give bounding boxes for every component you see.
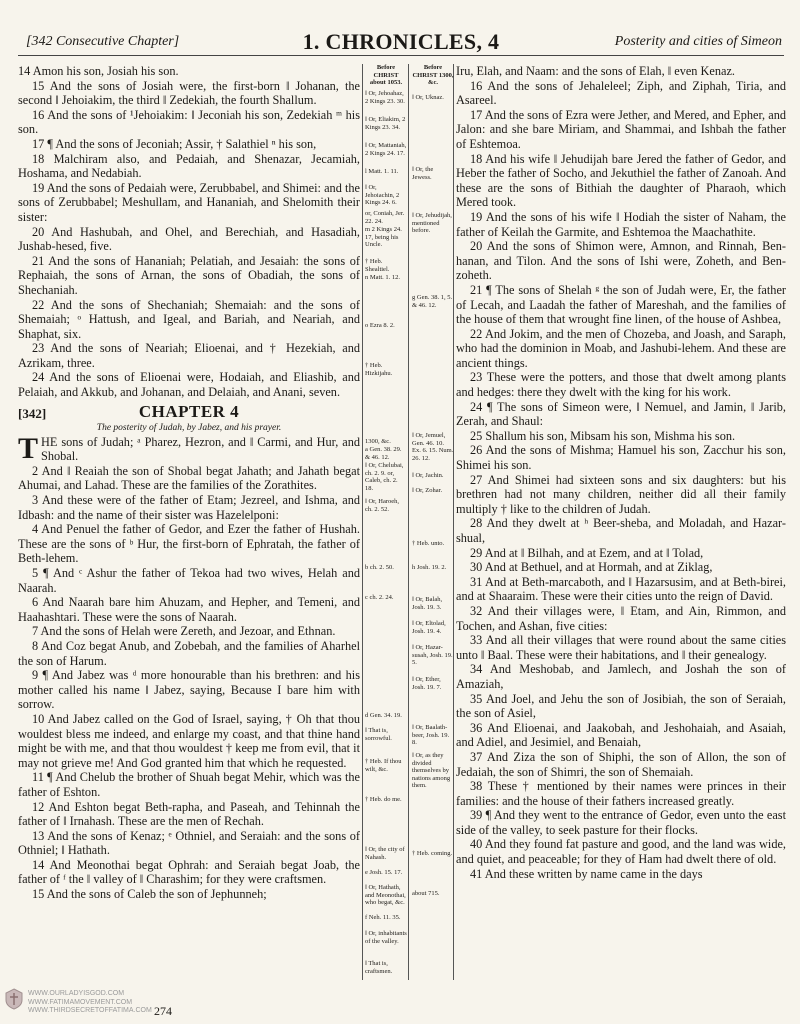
margin-note: ‖ Or, Uknaz. bbox=[412, 94, 444, 101]
margin-note: about 715. bbox=[412, 890, 440, 897]
verse: 16 And the sons of Jehaleleel; Ziph, and Ziphah, Tiria, and Asareel. bbox=[456, 78, 786, 108]
site-logo-icon bbox=[4, 988, 24, 1010]
verse: 19 And the sons of Pedaiah were, Zerubbabel, and Shimei: and the sons of Zerubbabel; Meshullam, and Hananiah, and Shelomith their sister: bbox=[18, 180, 360, 224]
margin-note: o Ezra 8. 2. bbox=[365, 322, 395, 329]
margin-note: Before CHRIST 1300, &c. bbox=[412, 64, 454, 87]
margin-note: ‖ Or, Eltolad, Josh. 19. 4. bbox=[412, 620, 446, 635]
verse: 26 And the sons of Mishma; Hamuel his son, Zacchur his son, Shimei his son. bbox=[456, 443, 786, 473]
margin-note: b ch. 2. 50. bbox=[365, 564, 394, 571]
header-right: Posterity and cities of Simeon bbox=[614, 34, 782, 49]
margin-note: a Gen. 38. 29. & 46. 12. bbox=[365, 446, 402, 461]
verse: 22 And the sons of Shechaniah; Shemaiah: and the sons of Shemaiah; ᵒ Hattush, and Igeal, and Bariah, and Neariah, and Shaphat, six. bbox=[18, 297, 360, 341]
margin-note: 1300, &c. bbox=[365, 438, 391, 445]
margin-note: ‖ That is, sorrowful. bbox=[365, 727, 392, 742]
verse: 13 And the sons of Kenaz; ᵉ Othniel, and Seraiah: and the sons of Othniel; ‖ Hathath. bbox=[18, 828, 360, 858]
verse: 9 ¶ And Jabez was ᵈ more honourable than his brethren: and his mother called his name ‖ Jabez, saying, Because I bare him with sorrow. bbox=[18, 668, 360, 712]
margin-note: d Gen. 34. 19. bbox=[365, 712, 402, 719]
margin-note: ‖ Or, inhabitants of the valley. bbox=[365, 930, 407, 945]
verse: 27 And Shimei had sixteen sons and six daughters: but his brethren had not many children, neither did all their family multiply † like to the children of Judah. bbox=[456, 472, 786, 516]
watermark-url: WWW.FATIMAMOVEMENT.COM bbox=[28, 998, 133, 1006]
center-reference-margin bbox=[362, 64, 454, 980]
margin-note: n Matt. 1. 12. bbox=[365, 274, 401, 281]
margin-note: l Matt. 1. 11. bbox=[365, 168, 399, 175]
page-number: 274 bbox=[154, 1004, 172, 1018]
margin-note: ‖ Or, Jehoiachin, 2 Kings 24. 6. bbox=[365, 184, 400, 207]
verse: 36 And Elioenai, and Jaakobah, and Jeshohaiah, and Asaiah, and Adiel, and Jesimiel, and Benaiah, bbox=[456, 720, 786, 750]
verse: 10 And Jabez called on the God of Israel, saying, † Oh that thou wouldest bless me indeed, and enlarge my coast, and that thine hand might be with me, and that thou wouldest † keep me from evil, that it may not grieve me! And God granted him that which he requested. bbox=[18, 711, 360, 770]
margin-note: ‖ Or, Mattaniah, 2 Kings 24. 17. bbox=[365, 142, 407, 157]
verse: 3 And these were of the father of Etam; Jezreel, and Ishma, and Idbash: and the name of their sister was Hazelelponi: bbox=[18, 493, 360, 522]
margin-note: † Heb. If thou wilt, &c. bbox=[365, 758, 402, 773]
verse: 11 ¶ And Chelub the brother of Shuah begat Mehir, which was the father of Eshton. bbox=[18, 770, 360, 799]
margin-note: ‖ Or, Zohar. bbox=[412, 487, 443, 494]
verse: 25 Shallum his son, Mibsam his son, Mishma his son. bbox=[470, 428, 736, 443]
verse: 32 And their villages were, ‖ Etam, and Ain, Rimmon, and Tochen, and Ashan, five cities: bbox=[456, 603, 786, 633]
margin-note: g Gen. 38. 1, 5. & 46. 12. bbox=[412, 294, 453, 309]
verse: 16 And the sons of ¹Jehoiakim: ‖ Jeconiah his son, Zedekiah ᵐ his son. bbox=[18, 107, 360, 137]
verse: 20 And the sons of Shimon were, Amnon, and Rinnah, Ben-hanan, and Tilon. And the sons of Ishi were, Zoheth, and Ben-zoheth. bbox=[456, 239, 786, 283]
verse: 35 And Joel, and Jehu the son of Josibiah, the son of Seraiah, the son of Asiel, bbox=[456, 691, 786, 721]
margin-note: e Josh. 15. 17. bbox=[365, 869, 403, 876]
verse: 14 And Meonothai begat Ophrah: and Seraiah begat Joab, the father of ᶠ the ‖ valley of ‖ Charashim; for they were craftsmen. bbox=[18, 857, 360, 887]
running-header bbox=[18, 30, 784, 56]
verse: 24 And the sons of Elioenai were, Hodaiah, and Eliashib, and Pelaiah, and Akkub, and Johanan, and Delaiah, and Anani, seven. bbox=[18, 370, 360, 400]
verse: 6 And Naarah bare him Ahuzam, and Hepher, and Temeni, and Haahashtari. These were the sons of Naarah. bbox=[18, 595, 360, 624]
margin-note: ‖ That is, craftsmen. bbox=[365, 960, 393, 975]
margin-note: ‖ Or, Jachin. bbox=[412, 472, 444, 479]
book-title: 1. CHRONICLES, 4 bbox=[302, 29, 500, 54]
margin-note: ‖ Or, the Jewess. bbox=[412, 166, 434, 181]
verse: 21 And the sons of Hananiah; Pelatiah, and Jesaiah: the sons of Rephaiah, the sons of Arnan, the sons of Obadiah, the sons of Shechaniah. bbox=[18, 253, 360, 297]
verse-text: HE sons of Judah; ᵃ Pharez, Hezron, and ‖ Carmi, and Hur, and Shobal. bbox=[41, 434, 360, 464]
margin-note: Before CHRIST about 1053. bbox=[369, 64, 403, 87]
chapter-title: CHAPTER 4 bbox=[138, 401, 240, 421]
verse: 20 And Hashubah, and Ohel, and Berechiah, and Hasadiah, Jushab-hesed, five. bbox=[18, 224, 360, 254]
verse: 28 And they dwelt at ʰ Beer-sheba, and Moladah, and Hazar-shual, bbox=[456, 516, 786, 545]
margin-note: † Heb. Shealtiel. bbox=[365, 258, 390, 273]
margin-note: † Heb. Hizkijahu. bbox=[365, 362, 393, 377]
verse: 30 And at Bethuel, and at Hormah, and at Ziklag, bbox=[470, 560, 713, 575]
verse: Iru, Elah, and Naam: and the sons of Elah, ‖ even Kenaz. bbox=[456, 64, 736, 78]
verse: 15 And the sons of Josiah were, the first-born ‖ Johanan, the second ‖ Jehoiakim, the third ‖ Zedekiah, the fourth Shallum. bbox=[18, 78, 360, 108]
chapter-summary: The posterity of Judah, by Jabez, and his prayer. bbox=[96, 422, 282, 433]
verse: 4 And Penuel the father of Gedor, and Ezer the father of Hushah. These are the sons of ᵇ Hur, the first-born of Ephratah, the father of Beth-lehem. bbox=[18, 522, 360, 566]
verse: 37 And Ziza the son of Shiphi, the son of Allon, the son of Jedaiah, the son of Shimri, the son of Shemaiah. bbox=[456, 749, 786, 779]
verse: 41 And these written by name came in the days bbox=[470, 866, 703, 881]
margin-note: ‖ Or, Baalath-beer, Josh. 19. 8. bbox=[412, 724, 450, 747]
margin-note: c ch. 2. 24. bbox=[365, 594, 394, 601]
chapter-heading bbox=[18, 402, 360, 422]
margin-note: ‖ Or, Hazar-susah, Josh. 19. 5. bbox=[412, 644, 453, 667]
verse: 31 And at Beth-marcaboth, and ‖ Hazarsusim, and at Beth-birei, and at Shaaraim. These were their cities unto the reign of David. bbox=[456, 574, 786, 604]
margin-note: ‖ Or, Balah, Josh. 19. 3. bbox=[412, 596, 443, 611]
margin-note: ‖ Or, Haroeh, ch. 2. 52. bbox=[365, 498, 400, 513]
verse: 21 ¶ The sons of Shelah ᵍ the son of Judah were, Er, the father of Lecah, and Laadah the father of Mareshah, and the families of the house of them that wrought fine linen, of the house of Ashbea, bbox=[456, 282, 786, 327]
margin-note: † Heb. coming. bbox=[412, 850, 453, 857]
watermark-url: WWW.THIRDSECRETOFFATIMA.COM bbox=[28, 1007, 152, 1014]
consecutive-chapter-number: [342] bbox=[18, 405, 47, 421]
verse: 39 ¶ And they went to the entrance of Gedor, even unto the east side of the valley, to seek pasture for their flocks. bbox=[456, 808, 786, 837]
margin-note: f Neh. 11. 35. bbox=[365, 914, 401, 921]
verse: 29 And at ‖ Bilhah, and at Ezem, and at ‖ Tolad, bbox=[470, 545, 704, 560]
verse: 2 And ‖ Reaiah the son of Shobal begat Jahath; and Jahath begat Ahumai, and Lahad. These are the families of the Zorathites. bbox=[18, 463, 360, 493]
verse: 34 And Meshobab, and Jamlech, and Joshah the son of Amaziah, bbox=[456, 662, 786, 691]
verse: 15 And the sons of Caleb the son of Jephunneh; bbox=[32, 887, 267, 902]
margin-note: † Heb. unto. bbox=[412, 540, 445, 547]
verse: 5 ¶ And ᶜ Ashur the father of Tekoa had two wives, Helah and Naarah. bbox=[18, 566, 360, 595]
verse: 22 And Jokim, and the men of Chozeba, and Joash, and Saraph, who had the dominion in Moab, and Jashubi-lehem. And these are ancient things. bbox=[456, 326, 786, 370]
margin-note: ‖ Or, Jehudijah, mentioned before. bbox=[412, 212, 452, 235]
verse: 18 Malchiram also, and Pedaiah, and Shenazar, Jecamiah, Hoshama, and Nedabiah. bbox=[18, 151, 360, 181]
verse: 19 And the sons of his wife ‖ Hodiah the sister of Naham, the father of Keilah the Garmite, and Eshtemoa the Maachathite. bbox=[456, 209, 786, 239]
drop-cap: T bbox=[18, 431, 39, 465]
verse: 17 And the sons of Ezra were Jether, and Mered, and Epher, and Jalon: and she bare Miriam, and Shammai, and Ishbah the father of Eshtemoa. bbox=[456, 107, 786, 151]
verse: 33 And all their villages that were round about the same cities unto ‖ Baal. These were their habitations, and ‖ their genealogy. bbox=[456, 633, 786, 662]
header-left: [342 Consecutive Chapter] bbox=[26, 34, 180, 49]
verse: 24 ¶ The sons of Simeon were, ‖ Nemuel, and Jamin, ‖ Jarib, Zerah, and Shaul: bbox=[456, 399, 786, 429]
right-column bbox=[456, 64, 786, 881]
verse: 14 Amon his son, Josiah his son. bbox=[18, 64, 179, 78]
verse: 38 These † mentioned by their names were princes in their families: and the house of their fathers increased greatly. bbox=[456, 779, 786, 808]
margin-note: ‖ Or, Jemuel, Gen. 46. 10. Ex. 6. 15. Num. 26. 12. bbox=[412, 432, 454, 462]
verse: 8 And Coz begat Anub, and Zobebah, and the families of Aharhel the son of Harum. bbox=[18, 638, 360, 668]
margin-note: m 2 Kings 24. 17, being his Uncle. bbox=[365, 226, 402, 249]
verse: 17 ¶ And the sons of Jeconiah; Assir, † Salathiel ⁿ his son, bbox=[32, 136, 317, 151]
margin-note: or, Coniah, Jer. 22. 24. bbox=[365, 210, 405, 225]
margin-note: ‖ Or, as they divided themselves by nations among them. bbox=[412, 752, 451, 790]
margin-note: ‖ Or, Eliakim, 2 Kings 23. 34. bbox=[365, 116, 406, 131]
margin-note: h Josh. 19. 2. bbox=[412, 564, 447, 571]
margin-note: ‖ Or, Chelubai, ch. 2. 9. or, Caleb, ch. 2. 18. bbox=[365, 462, 404, 492]
verse: 18 And his wife ‖ Jehudijah bare Jered the father of Gedor, and Heber the father of Socho, and Jekuthiel the father of Zanoah. And these are the sons of Bithiah the daughter of Pharaoh, which Mered took. bbox=[456, 151, 786, 210]
margin-note: ‖ Or, the city of Nahash. bbox=[365, 846, 405, 861]
verse-first bbox=[18, 431, 360, 465]
margin-note: ‖ Or, Hathath, and Meonothai, who begat, &c. bbox=[365, 884, 406, 907]
verse: 7 And the sons of Helah were Zereth, and Jezoar, and Ethnan. bbox=[32, 624, 336, 639]
verse: 23 And the sons of Neariah; Elioenai, and † Hezekiah, and Azrikam, three. bbox=[18, 341, 360, 370]
verse: 23 These were the potters, and those that dwelt among plants and hedges: there they dwelt with the king for his work. bbox=[456, 370, 786, 400]
margin-note: ‖ Or, Ether, Josh. 19. 7. bbox=[412, 676, 442, 691]
margin-note: ‖ Or, Jehoahaz, 2 Kings 23. 30. bbox=[365, 90, 405, 105]
left-column bbox=[18, 64, 360, 902]
watermark-url: WWW.OURLADYISGOD.COM bbox=[28, 990, 125, 997]
verse: 12 And Eshton begat Beth-rapha, and Paseah, and Tehinnah the father of ‖ Irnahash. These are the men of Rechah. bbox=[18, 799, 360, 829]
margin-note: † Heb. do me. bbox=[365, 796, 402, 803]
verse: 40 And they found fat pasture and good, and the land was wide, and quiet, and peaceable; for they of Ham had dwelt there of old. bbox=[456, 837, 786, 867]
watermark-urls bbox=[28, 990, 152, 1016]
